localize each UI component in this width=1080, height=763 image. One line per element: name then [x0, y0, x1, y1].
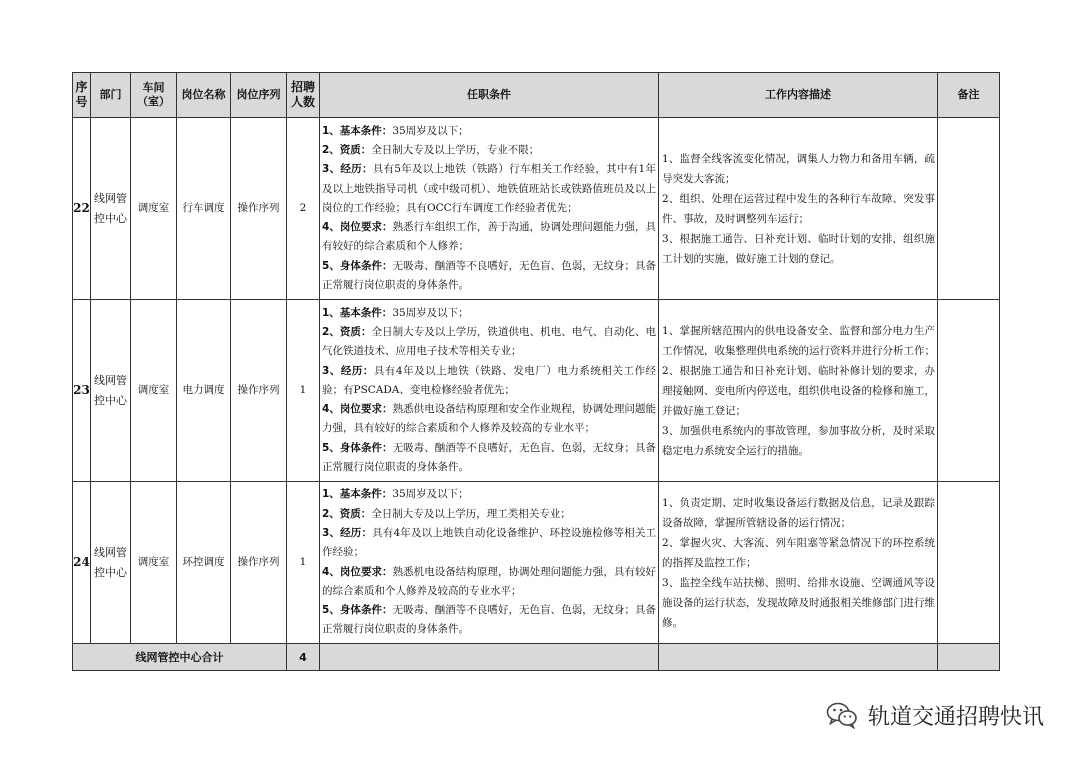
row-requirements — [320, 118, 659, 300]
header-requirements: 任职条件 — [320, 73, 659, 118]
description-item: 3、根据施工通告、日补充计划、临时计划的安排，组织施工计划的实施，做好施工计划的登记。 — [662, 232, 935, 265]
header-description: 工作内容描述 — [659, 73, 938, 118]
header-count: 招聘人数 — [287, 73, 320, 118]
row-dept: 线网管控中心 — [91, 118, 131, 300]
requirement-item: 3、经历：具有4年及以上地铁自动化设备维护、环控设施检修等相关工作经验； — [322, 526, 656, 559]
header-seq: 序号 — [73, 73, 91, 118]
requirement-item: 1、基本条件：35周岁及以下； — [322, 306, 469, 319]
row-dept: 线网管控中心 — [91, 300, 131, 482]
requirement-item: 4、岗位要求：熟悉行车组织工作，善于沟通，协调处理问题能力强，具有较好的综合素质和个人修养； — [322, 221, 656, 253]
row-remarks — [938, 300, 1000, 482]
requirement-item: 1、基本条件：35周岁及以下； — [322, 488, 469, 501]
header-post: 岗位名称 — [177, 73, 231, 118]
requirement-item: 1、基本条件：35周岁及以下； — [322, 124, 469, 137]
requirement-item: 4、岗位要求：熟悉供电设备结构原理和安全作业规程，协调处理问题能力强，具有较好的综合素质和个人修养及较高的专业水平； — [322, 403, 656, 435]
total-description-empty — [659, 644, 938, 671]
header-sequence: 岗位序列 — [231, 73, 287, 118]
row-seq: 23 — [73, 300, 91, 482]
row-sequence: 操作序列 — [231, 482, 287, 644]
total-count: 4 — [287, 644, 320, 671]
watermark-text: 轨道交通招聘快讯 — [867, 704, 1044, 730]
total-label: 线网管控中心合计 — [73, 644, 287, 671]
table-row — [73, 482, 1000, 644]
description-item: 2、根据施工通告和日补充计划、临时补修计划的要求，办理接触网、变电所内停送电，组织供电设备的检修和施工，并做好施工登记； — [662, 364, 935, 417]
row-requirements — [320, 300, 659, 482]
requirement-item: 4、岗位要求：熟悉机电设备结构原理，协调处理问题能力强，具有较好的综合素质和个人修养及较高的专业水平； — [322, 565, 656, 597]
header-remarks: 备注 — [938, 73, 1000, 118]
row-post: 电力调度 — [177, 300, 231, 482]
header-dept: 部门 — [91, 73, 131, 118]
row-dept: 线网管控中心 — [91, 482, 131, 644]
row-workshop: 调度室 — [131, 300, 177, 482]
description-item: 1、负责定期、定时收集设备运行数据及信息，记录及跟踪设备故障，掌握所管辖设备的运行情况； — [662, 496, 935, 529]
total-remarks-empty — [938, 644, 1000, 671]
row-remarks — [938, 482, 1000, 644]
table-header-row — [73, 73, 1000, 118]
row-sequence: 操作序列 — [231, 300, 287, 482]
watermark — [826, 697, 1044, 733]
header-workshop: 车间（室） — [131, 73, 177, 118]
row-description — [659, 118, 938, 300]
row-count: 1 — [287, 482, 320, 644]
requirement-item: 2、资质：全日制大专及以上学历，专业不限； — [322, 143, 540, 156]
row-sequence: 操作序列 — [231, 118, 287, 300]
row-remarks — [938, 118, 1000, 300]
description-item: 2、组织、处理在运营过程中发生的各种行车故障、突发事件、事故，及时调整列车运行； — [662, 192, 935, 225]
description-item: 3、监控全线车站扶梯、照明、给排水设施、空调通风等设施设备的运行状态，发现故障及时通报相关维修部门进行维修。 — [662, 576, 935, 629]
row-seq: 24 — [73, 482, 91, 644]
wechat-icon — [826, 701, 858, 729]
row-count: 1 — [287, 300, 320, 482]
requirement-item: 3、经历：具有4年及以上地铁（铁路、发电厂）电力系统相关工作经验；有PSCADA、变电检修经验者优先； — [322, 364, 656, 396]
description-item: 2、掌握火灾、大客流、列车阻塞等紧急情况下的环控系统的指挥及监控工作； — [662, 536, 935, 569]
row-seq: 22 — [73, 118, 91, 300]
requirement-item: 5、身体条件：无吸毒、酗酒等不良嗜好，无色盲、色弱，无纹身；具备正常履行岗位职责的身体条件。 — [322, 259, 656, 292]
description-item: 1、监督全线客流变化情况，调集人力物力和备用车辆，疏导突发大客流； — [662, 152, 935, 185]
row-description — [659, 482, 938, 644]
row-count: 2 — [287, 118, 320, 300]
row-requirements — [320, 482, 659, 644]
row-workshop: 调度室 — [131, 482, 177, 644]
row-post: 行车调度 — [177, 118, 231, 300]
table-row — [73, 300, 1000, 482]
row-post: 环控调度 — [177, 482, 231, 644]
row-workshop: 调度室 — [131, 118, 177, 300]
requirement-item: 3、经历：具有5年及以上地铁（铁路）行车相关工作经验，其中有1年及以上地铁指导司机（或中级司机）、地铁值班站长或铁路值班员及以上岗位的工作经验；具有OCC行车调度工作经验者优先； — [322, 163, 656, 214]
total-row — [73, 644, 1000, 671]
requirement-item: 2、资质：全日制大专及以上学历，铁道供电、机电、电气、自动化、电气化铁道技术、应用电子技术等相关专业； — [322, 325, 656, 358]
table-row — [73, 118, 1000, 300]
requirement-item: 5、身体条件：无吸毒、酗酒等不良嗜好，无色盲、色弱，无纹身；具备正常履行岗位职责的身体条件。 — [322, 441, 656, 474]
requirement-item: 5、身体条件：无吸毒、酗酒等不良嗜好，无色盲、色弱，无纹身；具备正常履行岗位职责的身体条件。 — [322, 604, 656, 636]
recruitment-table — [72, 72, 1000, 671]
description-item: 1、掌握所辖范围内的供电设备安全、监督和部分电力生产工作情况，收集整理供电系统的运行资料并进行分析工作； — [662, 324, 935, 357]
total-requirements-empty — [320, 644, 659, 671]
row-description — [659, 300, 938, 482]
description-item: 3、加强供电系统内的事故管理，参加事故分析，及时采取稳定电力系统安全运行的措施。 — [662, 424, 935, 457]
requirement-item: 2、资质：全日制大专及以上学历，理工类相关专业； — [322, 507, 571, 520]
